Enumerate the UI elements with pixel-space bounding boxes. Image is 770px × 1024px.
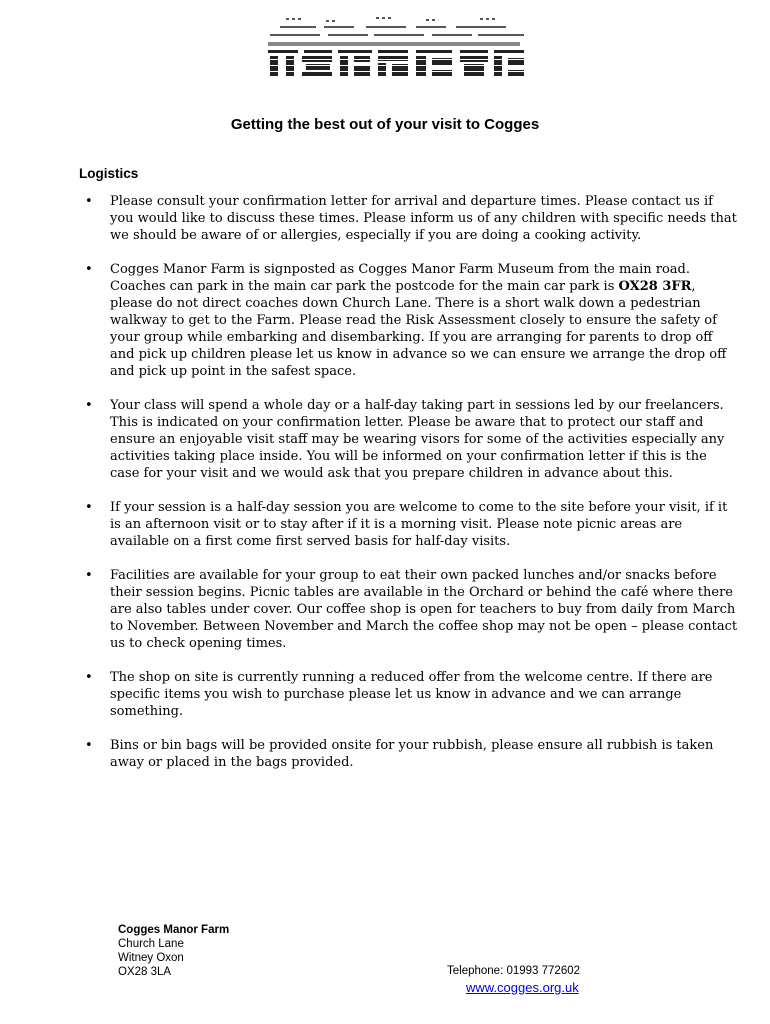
item-text: Please consult your confirmation letter for arrival and departure times. Please contact us if you would like to discuss these times. Please inform us of any children with specific needs that we should be aware of or allergies, especially if you are doing a cooking activity. <box>110 194 737 243</box>
logistics-list <box>79 193 739 771</box>
footer-org-name: Cogges Manor Farm <box>118 924 230 936</box>
footer-address <box>118 923 229 979</box>
list-item <box>79 567 739 652</box>
footer-website-link[interactable]: www.cogges.org.uk <box>466 980 579 995</box>
bullet-icon: • <box>85 500 93 515</box>
cogges-logo-icon <box>266 14 530 82</box>
list-item <box>79 499 739 550</box>
list-item <box>79 737 739 771</box>
item-text: The shop on site is currently running a reduced offer from the welcome centre. If there are specific items you wish to purchase please let us know in advance and we can arrange something. <box>110 670 713 719</box>
footer-telephone: Telephone: 01993 772602 <box>447 965 581 977</box>
page-title: Getting the best out of your visit to Cogges <box>230 116 540 133</box>
footer-address-line1: Church Lane <box>118 938 184 950</box>
list-item <box>79 669 739 720</box>
bullet-icon: • <box>85 568 93 583</box>
bullet-icon: • <box>85 738 93 753</box>
footer-postcode: OX28 3LA <box>118 966 172 978</box>
item-text: If your session is a half-day session you are welcome to come to the site before your visit, if it is an afternoon visit or to stay after if it is a morning visit. Please note picnic areas are available on a first come first served basis for half-day visits. <box>110 500 728 549</box>
section-heading-logistics: Logistics <box>79 166 139 181</box>
bold-text: OX28 3FR <box>618 279 692 294</box>
bullet-icon: • <box>85 262 93 277</box>
footer-address-line2: Witney Oxon <box>118 952 184 964</box>
item-text: Bins or bin bags will be provided onsite for your rubbish, please ensure all rubbish is taken away or placed in the bags provided. <box>110 738 714 770</box>
item-text: Facilities are available for your group to eat their own packed lunches and/or snacks before their session begins. Picnic tables are available in the Orchard or behind the café where there are also tables under cover. Our coffee shop is open for teachers to buy from daily from March to November. Between November and March the coffee shop may not be open – please contact us to check opening times. <box>110 568 738 651</box>
list-item <box>79 261 739 380</box>
list-item <box>79 397 739 482</box>
item-text: Cogges Manor Farm is signposted as Cogges Manor Farm Museum from the main road. Coaches can park in the main car park the postcode for the main car park is <box>110 262 690 294</box>
bullet-icon: • <box>85 670 93 685</box>
item-text: Your class will spend a whole day or a half-day taking part in sessions led by our freelancers. This is indicated on your confirmation letter. Please be aware that to protect our staff and ensure an enjoyable visit staff may be wearing visors for some of the activities especially any activities taking place inside. You will be informed on your confirmation letter if this is the case for your visit and we would ask that you prepare children in advance about this. <box>110 398 725 481</box>
bullet-icon: • <box>85 194 93 209</box>
list-item <box>79 193 739 244</box>
item-text: , please do not direct coaches down Church Lane. There is a short walk down a pedestrian walkway to get to the Farm. Please read the Risk Assessment closely to ensure the safety of your group while embarking and disembarking. If you are arranging for parents to drop off and pick up children please let us know in advance so we can ensure we arrange the drop off and pick up point in the safest space. <box>110 279 727 379</box>
bullet-icon: • <box>85 398 93 413</box>
